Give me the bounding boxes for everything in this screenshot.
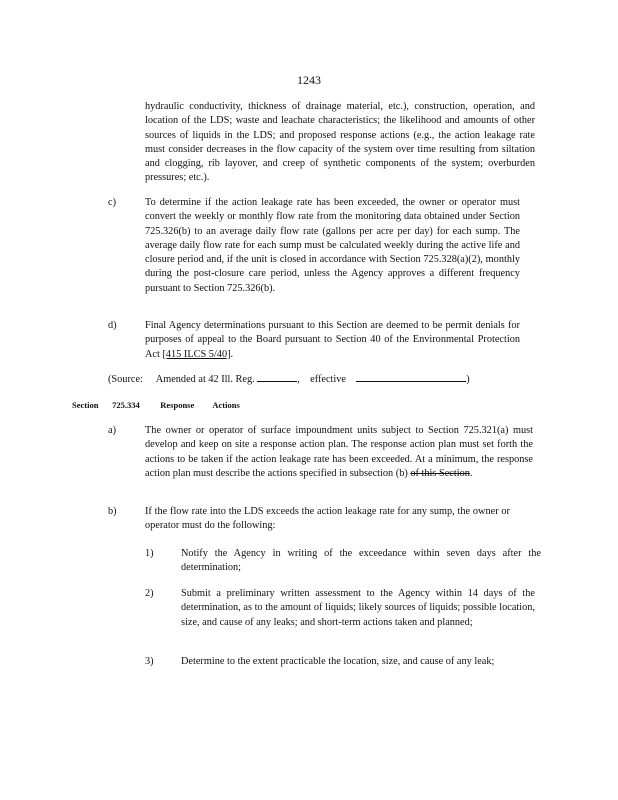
source-open: (Source: <box>108 374 143 385</box>
para-a-end: . <box>469 467 473 479</box>
item-2-label: 2) <box>145 588 154 599</box>
para-d-struck-citation: [415 ILCS 5/40] <box>162 348 231 360</box>
para-d-text: Final Agency determinations pursuant to this Section are deemed to be permit denials for purposes of appeal to the Board pursuant to Section 40 of the Environmental Protection Act <box>145 320 520 360</box>
para-b-text: If the flow rate into the LDS exceeds the action leakage rate for any sump, the owner or operator must do the following: <box>145 506 510 532</box>
para-a-struck: of this Section <box>410 467 470 479</box>
register-page-blank <box>257 372 297 382</box>
item-3-text: Determine to the extent practicable the location, size, and cause of any leak; <box>181 656 495 667</box>
section-title-1: Response <box>160 400 195 410</box>
para-d <box>145 319 520 362</box>
item-2-text: Submit a preliminary written assessment to the Agency within 14 days of the determination, as to the amount of liquids; likely sources of liquids; possible location, size, and cause of any leaks; and short-term actions taken and planned; <box>181 588 535 628</box>
section-word: Section <box>72 400 99 410</box>
source-amended: Amended at 42 Ill. Reg. <box>155 374 255 385</box>
effective-date-blank <box>356 372 466 382</box>
section-heading <box>72 400 240 410</box>
para-a <box>145 424 533 481</box>
para-c-label: c) <box>108 197 116 208</box>
para-a-text: The owner or operator of surface impoundment units subject to Section 725.321(a) must develop and keep on site a response action plan. The response action plan must set forth the actions to be taken if the action leakage rate has been exceeded. At a minimum, the response action plan must describe the actions specified in subsection (b) <box>145 425 533 479</box>
para-d-end: . <box>230 348 234 360</box>
section-title-2: Actions <box>212 400 240 410</box>
para-d-label: d) <box>108 320 117 331</box>
section-number: 725.334 <box>112 400 140 410</box>
item-1-text: Notify the Agency in writing of the exceedance within seven days after the determination; <box>181 548 541 574</box>
continuation-paragraph: hydraulic conductivity, thickness of drainage material, etc.), construction, operation, and location of the LDS; waste and leachate characteristics; the likelihood and amounts of other sources of liquids in the LDS; and proposed response actions (e.g., the action leakage rate must consider decreases in the flow capacity of the system over time resulting from siltation and clogging, rib layover, and creep of synthetic components of the system; overburden pressures; etc.). <box>145 101 535 184</box>
para-c-text: To determine if the action leakage rate has been exceeded, the owner or operator must convert the weekly or monthly flow rate from the monitoring data obtained under Section 725.326(b) to an average daily flow rate (gallons per acre per day) for each sump. The average daily flow rate for each sump must be calculated weekly during the active life and closure period and, if the unit is closed in accordance with Section 725.328(a)(2), monthly during the post-closure care period, unless the Agency approves a different frequency pursuant to Section 725.326(b). <box>145 197 520 294</box>
item-3-label: 3) <box>145 656 154 667</box>
page-number: 1243 <box>297 73 321 87</box>
source-comma: , <box>297 374 300 385</box>
para-b-label: b) <box>108 506 117 517</box>
para-a-label: a) <box>108 425 116 436</box>
source-close: ) <box>466 374 470 385</box>
source-note <box>108 372 470 387</box>
source-effective: effective <box>310 374 346 385</box>
item-1-label: 1) <box>145 548 154 559</box>
